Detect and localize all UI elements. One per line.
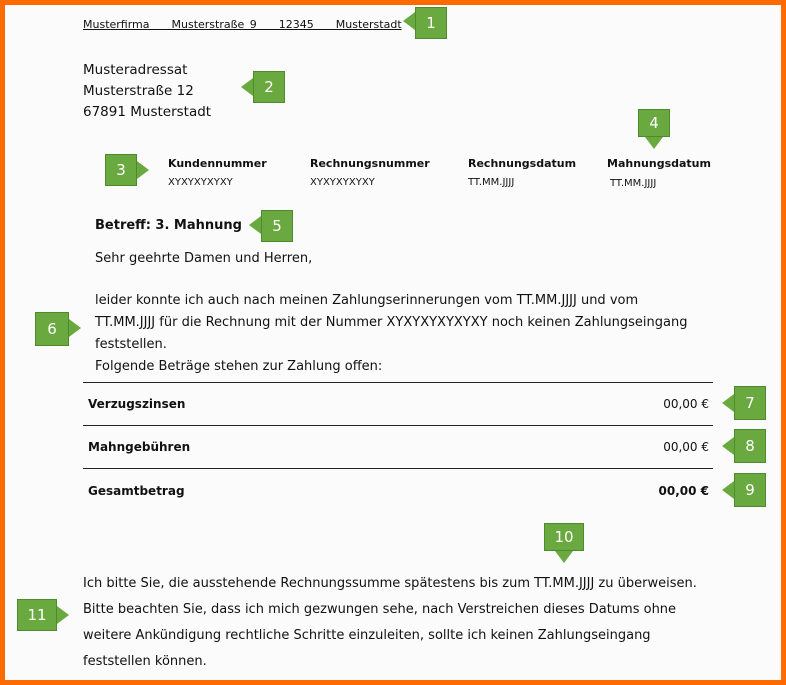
arrow-left-icon [722,394,734,412]
recipient-city: 67891 Musterstadt [83,104,212,120]
table-rule [83,468,713,469]
arrow-down-icon [645,137,663,149]
row-value-total: 00,00 € [658,484,709,498]
row-label-interest: Verzugszinsen [88,397,186,411]
marker-3: 3 [105,154,137,186]
subject-line: Betreff: 3. Mahnung [95,218,242,233]
reminder-date-value: TT.MM.JJJJ [610,178,657,189]
recipient-address [83,60,211,123]
letter-page [5,5,781,680]
arrow-left-icon [722,437,734,455]
body-paragraph [95,290,735,378]
reminder-date-label: Mahnungsdatum [607,157,711,170]
arrow-left-icon [403,12,415,30]
closing-line: weitere Ankündigung rechtliche Schritte einzuleiten, sollte ich keinen Zahlungseingang [83,628,651,643]
marker-2: 2 [253,71,285,103]
arrow-right-icon [69,319,81,337]
marker-8: 8 [734,429,766,463]
customer-number-label: Kundennummer [168,157,267,170]
body-line: TT.MM.JJJJ für die Rechnung mit der Nummer XYXYXYXYXYXY noch keinen Zahlungseingang [95,315,688,330]
marker-4: 4 [638,109,670,137]
body-line: feststellen. [95,337,167,352]
row-value-interest: 00,00 € [663,397,709,411]
table-rule [83,425,713,426]
body-line: Folgende Beträge stehen zur Zahlung offen: [95,359,383,374]
marker-7: 7 [734,386,766,420]
arrow-down-icon [555,551,573,563]
closing-line: feststellen können. [83,654,207,669]
invoice-date-value: TT.MM.JJJJ [468,177,515,188]
row-value-fees: 00,00 € [663,440,709,454]
invoice-number-value: XYXYXYXYXY [310,177,375,188]
salutation: Sehr geehrte Damen und Herren, [95,251,313,266]
marker-1: 1 [415,7,447,39]
arrow-left-icon [249,216,261,234]
marker-5: 5 [261,210,293,242]
arrow-left-icon [722,481,734,499]
recipient-street: Musterstraße 12 [83,83,194,99]
invoice-date-label: Rechnungsdatum [468,157,577,170]
arrow-right-icon [57,606,69,624]
row-label-fees: Mahngebühren [88,440,191,454]
table-rule [83,382,713,383]
marker-9: 9 [734,473,766,507]
arrow-right-icon [137,161,149,179]
invoice-number-label: Rechnungsnummer [310,157,430,170]
marker-6: 6 [35,312,69,346]
arrow-left-icon [241,78,253,96]
sender-line: Musterfirma Musterstraße 9 12345 Musterstadt [83,18,402,31]
marker-11: 11 [17,599,57,631]
closing-line: Bitte beachten Sie, dass ich mich gezwungen sehe, nach Verstreichen dieses Datums ohne [83,602,677,617]
row-label-total: Gesamtbetrag [88,484,185,498]
closing-line: Ich bitte Sie, die ausstehende Rechnungssumme spätestens bis zum TT.MM.JJJJ zu überweisen. [83,576,697,591]
recipient-name: Musteradressat [83,62,188,78]
body-line: leider konnte ich auch nach meinen Zahlungserinnerungen vom TT.MM.JJJJ und vom [95,293,639,308]
marker-10: 10 [544,523,584,551]
customer-number-value: XYXYXYXYXY [168,177,233,188]
closing-paragraph [83,571,743,675]
